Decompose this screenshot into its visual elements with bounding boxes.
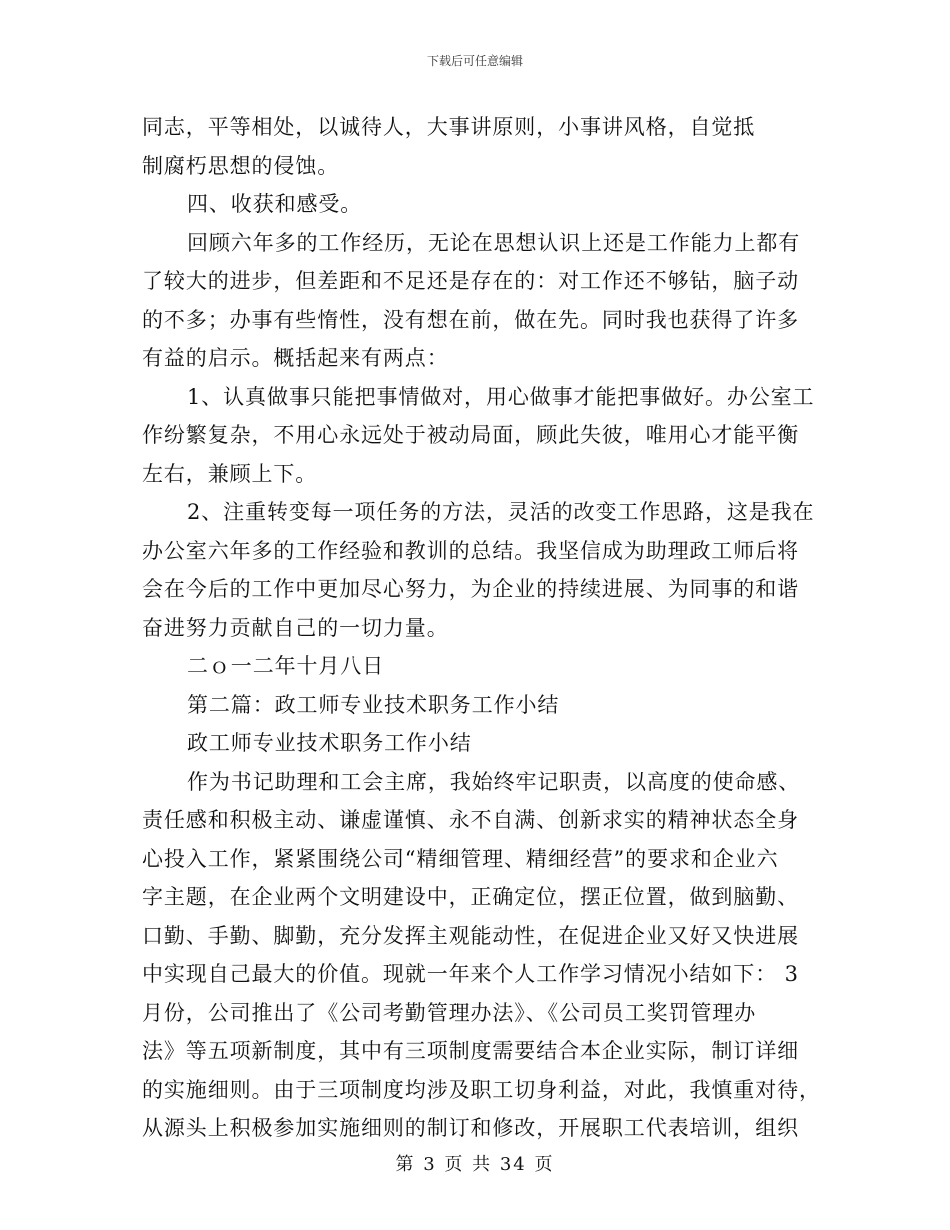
paragraph-line: 中实现自己最大的价值。现就一年来个人工作学习情况小结如下： 3 (142, 962, 799, 986)
paragraph-line: 心投入工作，紧紧围绕公司“精细管理、精细经营”的要求和企业六 (142, 846, 779, 871)
paragraph-line: 有益的启示。概括起来有两点： (142, 346, 449, 370)
paragraph-line: 作为书记助理和工会主席，我始终牢记职责，以高度的使命感、 (187, 769, 801, 794)
document-body (142, 108, 821, 1148)
paragraph-line: 同志，平等相处，以诚待人，大事讲原则，小事讲风格，自觉抵 (142, 115, 756, 139)
paragraph-line: 办公室六年多的工作经验和教训的总结。我坚信成为助理政工师后将 (142, 538, 799, 563)
paragraph-line: 口勤、手勤、脚勤，充分发挥主观能动性，在促进企业又好又快进展 (142, 923, 799, 948)
paragraph-line: 法》等五项新制度，其中有三项制度需要结合本企业实际，制订详细 (142, 1039, 799, 1063)
chapter-heading: 第二篇：政工师专业技术职务工作小结 (187, 692, 560, 717)
paragraph-line: 了较大的进步，但差距和不足还是存在的：对工作还不够钻，脑子动 (142, 269, 799, 293)
paragraph-line: 的不多；办事有些惰性，没有想在前，做在先。同时我也获得了许多 (142, 307, 799, 332)
paragraph-line: 从源头上积极参加实施细则的制订和修改，开展职工代表培训，组织 (142, 1116, 799, 1140)
paragraph-line: 字主题，在企业两个文明建设中，正确定位，摆正位置，做到脑勤、 (142, 885, 799, 909)
paragraph-line: 的实施细则。由于三项制度均涉及职工切身利益，对此，我慎重对待， (142, 1077, 821, 1102)
page-header: 下载后可任意编辑 (426, 54, 523, 68)
paragraph-line: 会在今后的工作中更加尽心努力，为企业的持续进展、为同事的和谐 (142, 577, 799, 601)
paragraph-line: 左右，兼顾上下。 (142, 461, 318, 486)
document-title: 政工师专业技术职务工作小结 (187, 731, 472, 755)
page-footer: 第 3 页 共 34 页 (395, 1154, 555, 1175)
paragraph-line: 1、认真做事只能把事情做对，用心做事才能把事做好。办公室工 (187, 384, 815, 409)
paragraph-line: 月份，公司推出了《公司考勤管理办法》、《公司员工奖罚管理办 (142, 1000, 757, 1025)
paragraph-line: 2、注重转变每一项任务的方法，灵活的改变工作思路，这是我在 (187, 500, 815, 524)
paragraph-line: 责任感和积极主动、谦虚谨慎、永不自满、创新求实的精神状态全身 (142, 808, 799, 832)
date-line: 二ｏ一二年十月八日 (187, 654, 385, 678)
section-heading: 四、收获和感受。 (187, 192, 363, 216)
paragraph-line: 回顾六年多的工作经历，无论在思想认识上还是工作能力上都有 (187, 230, 801, 255)
paragraph-line: 作纷繁复杂，不用心永远处于被动局面，顾此失彼，唯用心才能平衡 (142, 423, 799, 447)
paragraph-line: 奋进努力贡献自己的一切力量。 (142, 615, 449, 640)
paragraph-line: 制腐朽思想的侵蚀。 (142, 153, 340, 178)
